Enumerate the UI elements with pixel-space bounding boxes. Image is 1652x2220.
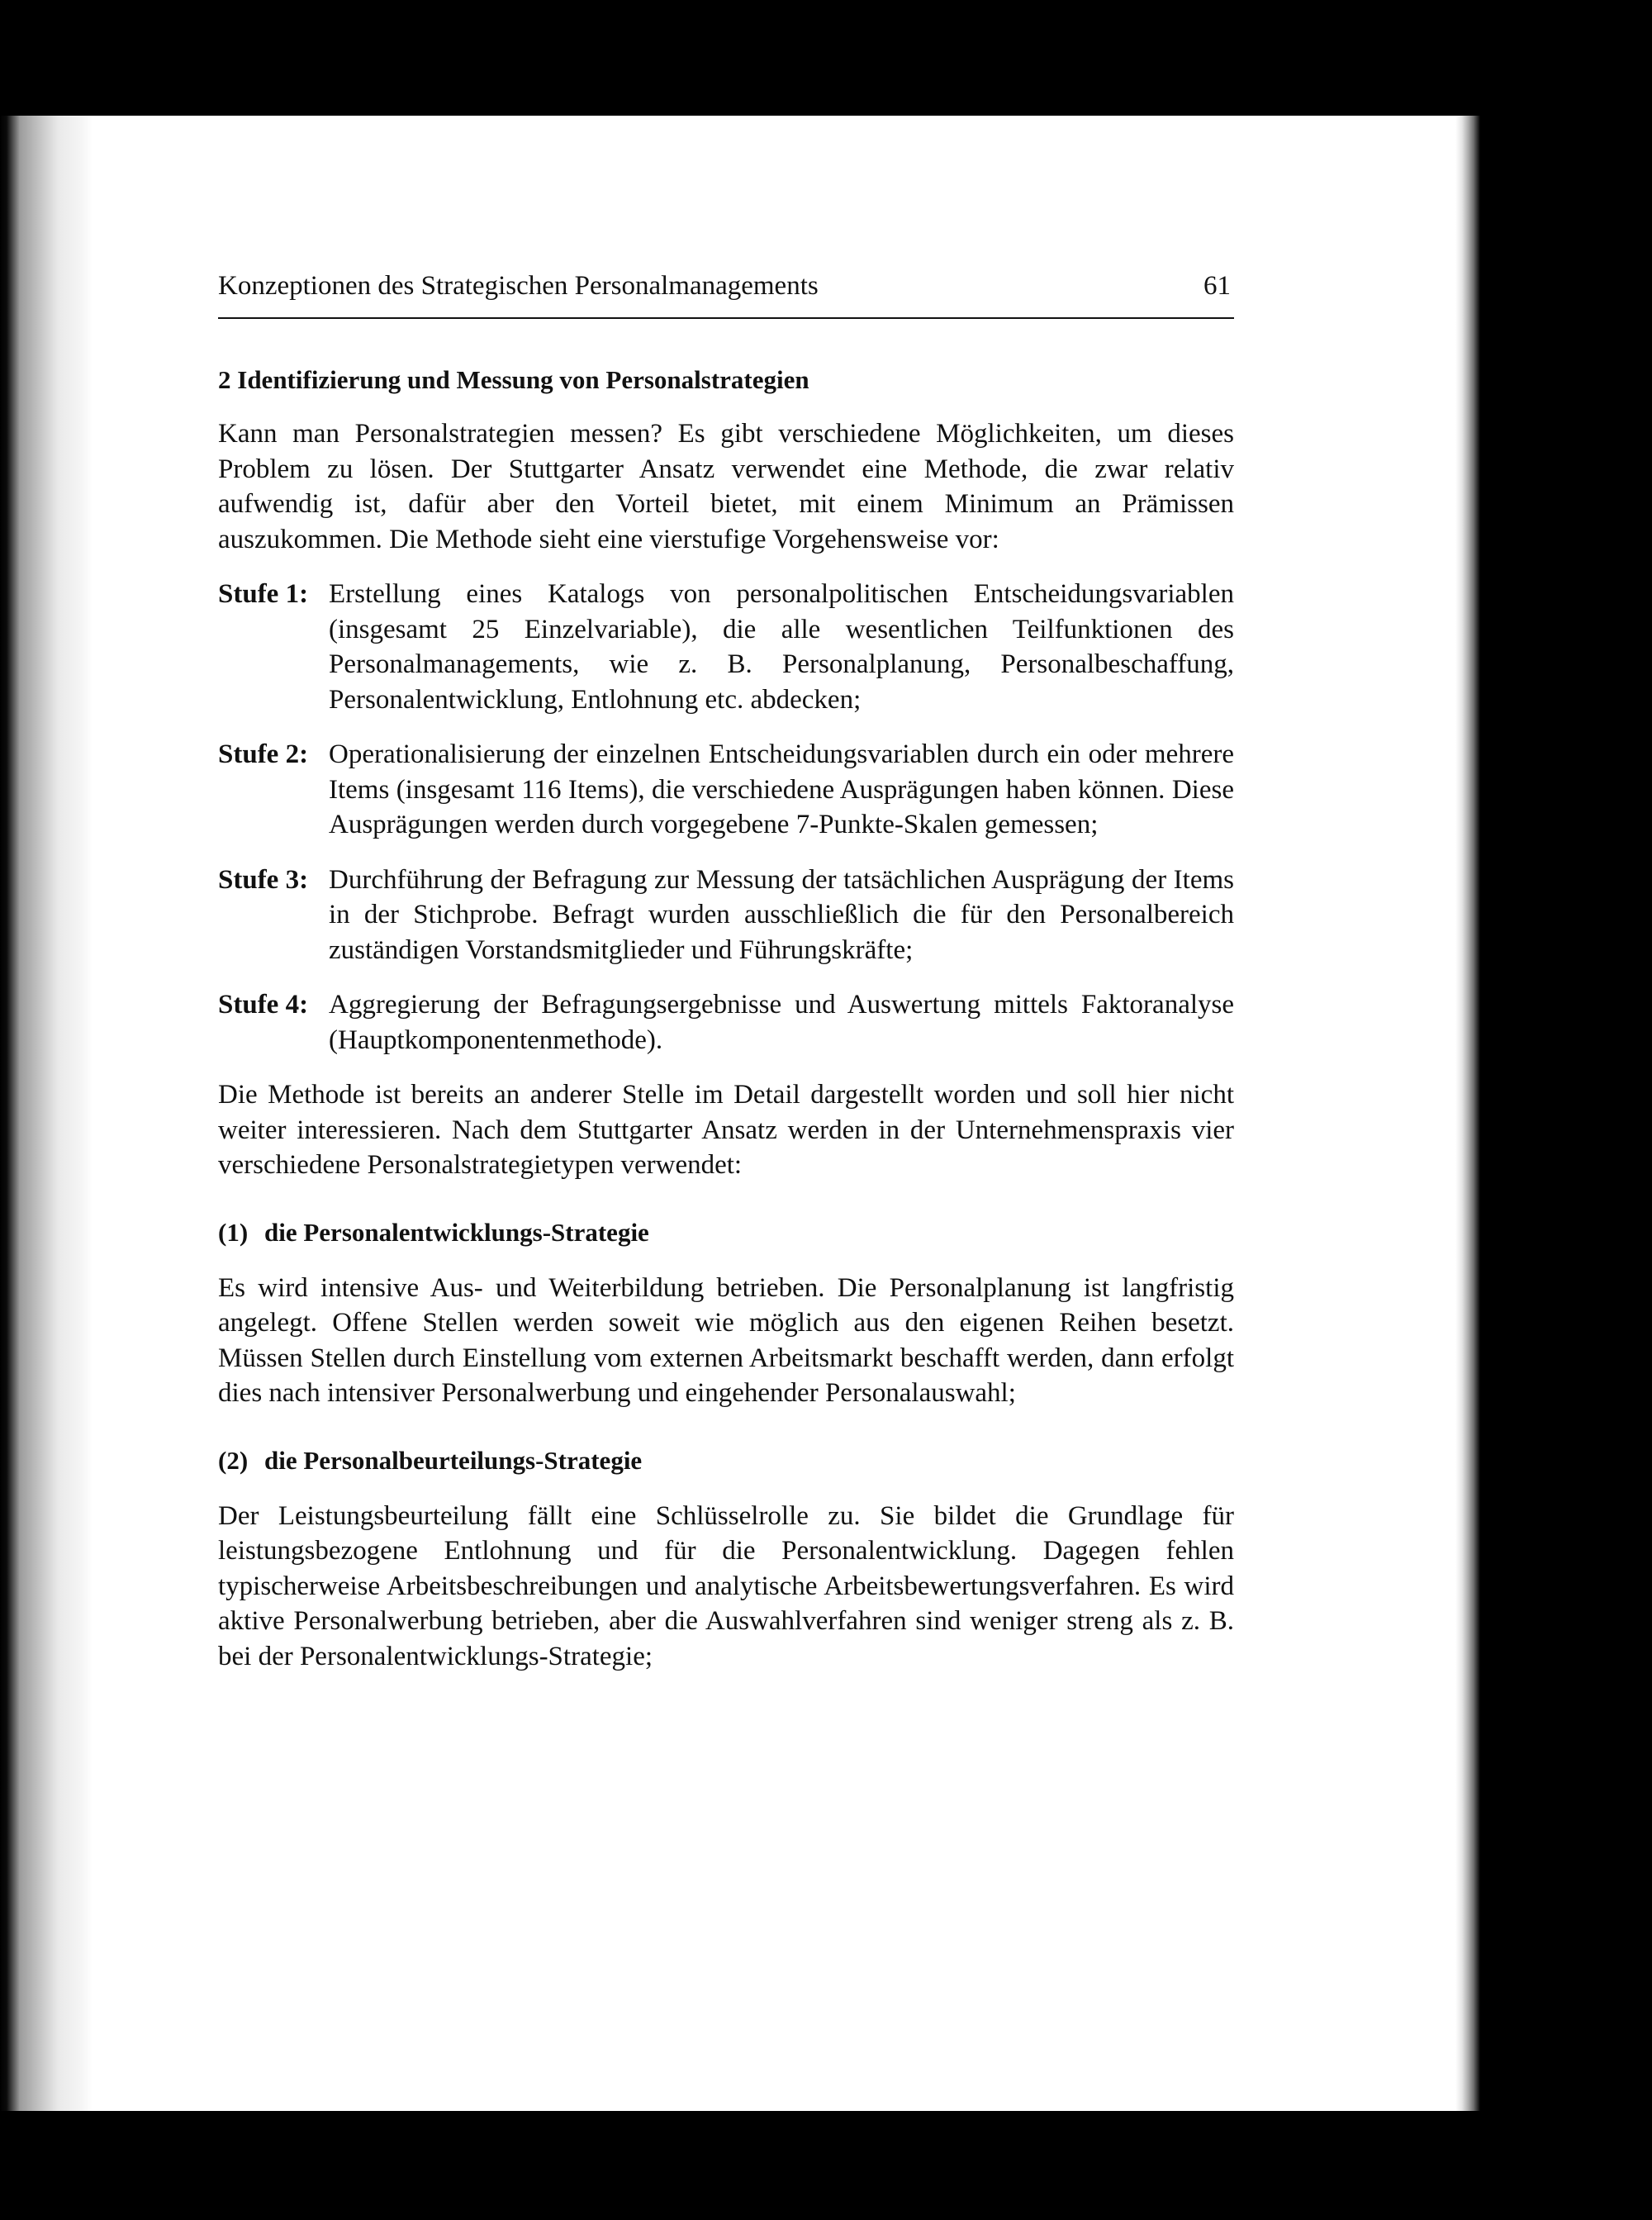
strategy-heading: [218, 1444, 1234, 1477]
running-head: [218, 271, 1234, 319]
stufe-label: Stufe 2:: [218, 739, 309, 769]
strategy-title: die Personalbeurteilungs-Strategie: [264, 1445, 643, 1475]
strategy-paragraph: Es wird intensive Aus- und Weiterbildung betrieben. Die Personalplanung ist langfristig angelegt. Offene Stellen werden soweit wie möglich aus den eigenen Reihen besetzt. Müssen Stellen durch Einstellung vom externen Arbeitsmarkt beschafft werden, dann erfolgt dies nach intensiver Personalwerbung und eingehender Personalauswahl;: [218, 1272, 1234, 1408]
stufe-text: Aggregierung der Befragungsergebnisse und Auswertung mittels Faktoranalyse (Hauptkomponentenmethode).: [329, 990, 1234, 1055]
book-gutter-edge: [0, 116, 93, 2111]
page-number: 61: [1203, 271, 1231, 301]
stufe-item: [218, 863, 1234, 968]
stufe-item: [218, 577, 1234, 717]
page-content: [218, 364, 1234, 1694]
stufe-item: [218, 737, 1234, 843]
stufe-text: Durchführung der Befragung zur Messung der tatsächlichen Ausprägung der Items in der Stichprobe. Befragt wurden ausschließlich die für den Personalbereich zuständigen Vorstandsmitglieder und Führungskräfte;: [329, 864, 1234, 965]
stufe-item: [218, 987, 1234, 1058]
stufe-label: Stufe 3:: [218, 864, 309, 895]
running-head-title: Konzeptionen des Strategischen Personalmanagements: [218, 271, 819, 301]
stufe-text: Erstellung eines Katalogs von personalpolitischen Entscheidungsvariablen (insgesamt 25 Einzelvariable), die alle wesentlichen Teilfunktionen des Personalmanagements, wie z. B. Personalplanung, Personalbeschaffung, Personalentwicklung, Entlohnung etc. abdecken;: [329, 579, 1234, 715]
strategy-paragraph: Der Leistungsbeurteilung fällt eine Schlüsselrolle zu. Sie bildet die Grundlage für leistungsbezogene Entlohnung und für die Personalentwicklung. Dagegen fehlen typischerweise Arbeitsbeschreibungen und analytische Arbeitsbewertungsverfahren. Es wird aktive Personalwerbung betrieben, aber die Auswahlverfahren sind weniger streng als z. B. bei der Personalentwicklungs-Strategie;: [218, 1500, 1234, 1671]
stufe-label: Stufe 1:: [218, 579, 309, 609]
method-paragraph: Die Methode ist bereits an anderer Stelle im Detail dargestellt worden und soll hier nicht weiter interessieren. Nach dem Stuttgarter Ansatz werden in der Unternehmenspraxis vier verschiedene Personalstrategietypen verwendet:: [218, 1080, 1234, 1180]
strategy-number: (2): [218, 1445, 249, 1475]
strategy-number: (1): [218, 1217, 249, 1247]
stufe-text: Operationalisierung der einzelnen Entscheidungsvariablen durch ein oder mehrere Items (insgesamt 116 Items), die verschiedene Ausprägungen haben können. Diese Ausprägungen werden durch vorgegebene 7-Punkte-Skalen gemessen;: [329, 739, 1234, 839]
intro-paragraph: Kann man Personalstrategien messen? Es gibt verschiedene Möglichkeiten, um dieses Problem zu lösen. Der Stuttgarter Ansatz verwendet eine Methode, die zwar relativ aufwendig ist, dafür aber den Vorteil bietet, mit einem Minimum an Prämissen auszukommen. Die Methode sieht eine vierstufige Vorgehensweise vor:: [218, 419, 1234, 554]
section-heading: 2 Identifizierung und Messung von Personalstrategien: [218, 365, 809, 394]
strategy-title: die Personalentwicklungs-Strategie: [264, 1217, 649, 1247]
page-stack-edge: [1455, 116, 1480, 2111]
stufe-label: Stufe 4:: [218, 990, 309, 1020]
strategy-heading: [218, 1216, 1234, 1249]
